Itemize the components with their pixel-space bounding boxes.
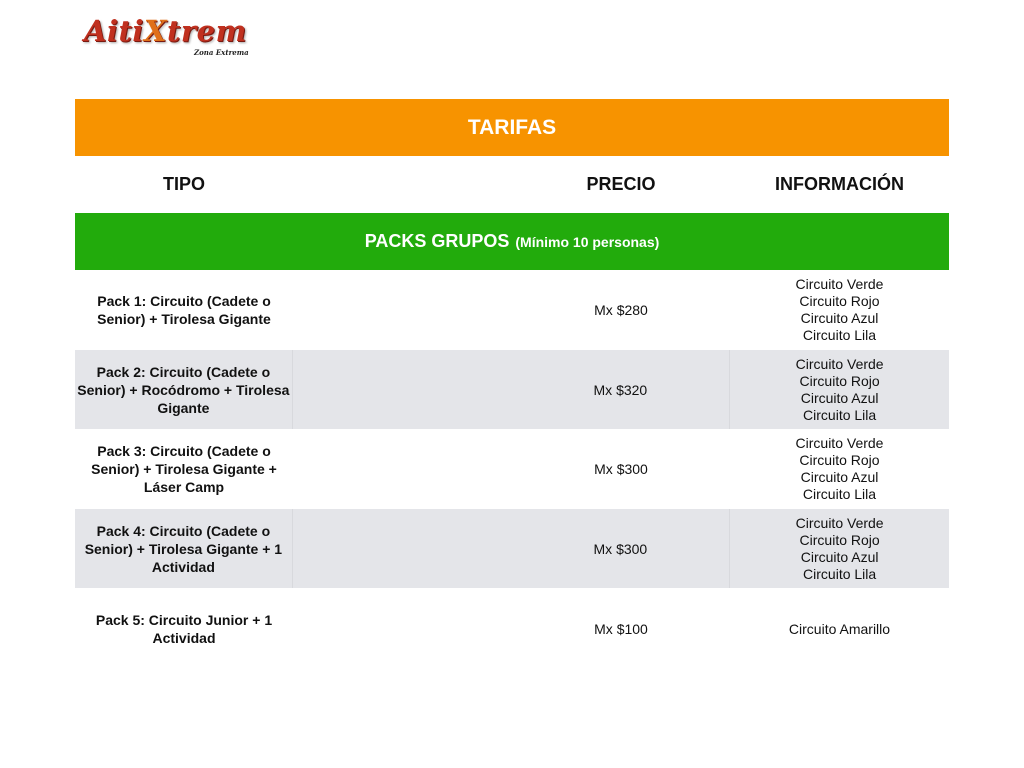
logo-wordmark: AitiXtrem [84,14,247,48]
table-row [75,588,949,670]
section-packs-grupos [75,213,949,270]
table-header-row [75,156,949,213]
header-tipo: TIPO [162,174,205,194]
info-line: Circuito Rojo [799,372,880,389]
row-tipo: Pack 5: Circuito Junior + 1 Actividad [95,612,273,646]
row-informacion [730,588,949,670]
info-line: Circuito Lila [803,565,877,582]
info-line: Circuito Verde [795,276,884,292]
tarifas-table [75,99,949,670]
info-line: Circuito Rojo [799,452,880,468]
row-informacion [730,270,949,350]
section-note: (Mínimo 10 personas) [515,233,660,250]
table-title: TARIFAS [75,99,949,156]
info-line: Circuito Lila [803,406,877,423]
header-precio: PRECIO [586,174,656,194]
row-precio: Mx $280 [594,302,648,318]
row-spacer [293,429,512,509]
row-precio: Mx $300 [512,509,731,588]
table-row [75,350,949,429]
logo-tagline: Zona Extrema [194,48,249,57]
info-line: Circuito Verde [795,435,884,451]
info-line: Circuito Rojo [799,293,880,309]
info-line: Circuito Lila [802,327,877,343]
row-tipo: Pack 4: Circuito (Cadete o Senior) + Tirolesa Gigante + 1 Actividad [75,509,293,588]
row-informacion [730,509,949,588]
table-row [75,429,949,509]
info-line: Circuito Azul [800,548,879,565]
row-spacer [293,588,512,670]
info-line: Circuito Azul [800,389,879,406]
info-line: Circuito Azul [800,469,879,485]
info-line: Circuito Verde [795,355,884,372]
row-tipo: Pack 2: Circuito (Cadete o Senior) + Rocódromo + Tirolesa Gigante [75,350,293,429]
info-line: Circuito Azul [800,310,879,326]
header-informacion: INFORMACIÓN [775,174,904,194]
row-precio: Mx $300 [594,461,648,477]
brand-logo [84,14,264,60]
row-spacer [293,509,512,588]
table-row [75,509,949,588]
info-line: Circuito Verde [795,514,884,531]
info-line: Circuito Lila [802,486,877,502]
info-line: Circuito Rojo [799,531,880,548]
row-tipo: Pack 3: Circuito (Cadete o Senior) + Tirolesa Gigante + Láser Camp [91,443,277,495]
row-tipo: Pack 1: Circuito (Cadete o Senior) + Tirolesa Gigante [97,293,271,327]
row-precio: Mx $320 [512,350,731,429]
info-line: Circuito Amarillo [788,620,891,637]
section-title: PACKS GRUPOS [364,231,510,251]
row-spacer [293,270,512,350]
row-informacion [730,350,949,429]
row-informacion [730,429,949,509]
row-precio: Mx $100 [594,621,648,637]
table-row [75,270,949,350]
row-spacer [293,350,512,429]
